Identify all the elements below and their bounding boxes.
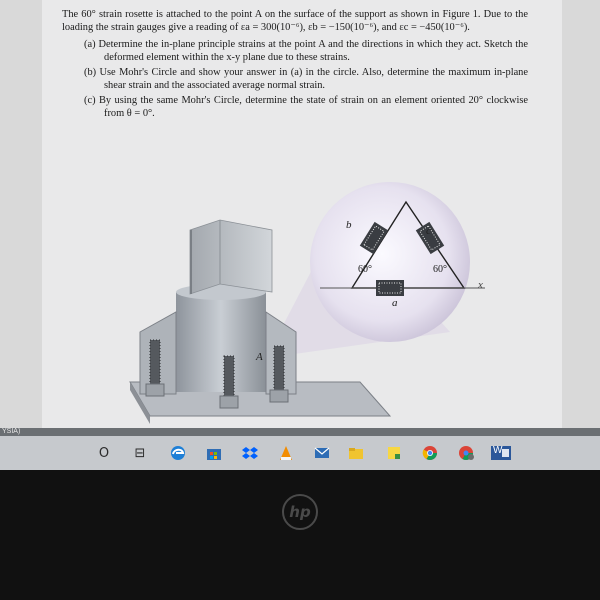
edge-icon[interactable] — [168, 443, 188, 463]
angle-left: 60° — [358, 264, 372, 275]
label-b: b — [346, 219, 352, 231]
support-column — [176, 292, 266, 392]
figure-strain-rosette — [90, 172, 500, 424]
problem-part-a: (a) Determine the in-plane principle strains at the point A and the directions in which they act. Sketch the deformed element within the x-y plane due to these strains. — [84, 39, 528, 63]
file-explorer-icon[interactable] — [346, 443, 366, 463]
laptop-bezel — [0, 470, 600, 600]
dropbox-icon[interactable] — [240, 443, 260, 463]
angle-plate — [190, 220, 272, 294]
problem-intro: The 60° strain rosette is attached to the point A on the surface of the support as shown in Figure 1. Due to the loading the strain gauges give a reading of εa = 300(10⁻⁶), εb = −150(10⁻⁶), and εc = −450(10⁻⁶). — [62, 9, 528, 33]
mail-icon[interactable] — [312, 443, 332, 463]
vlc-icon[interactable] — [276, 443, 296, 463]
task-view-icon[interactable]: ⊟ — [134, 445, 146, 461]
chrome-icon[interactable] — [420, 443, 440, 463]
point-a-label: A — [256, 351, 263, 363]
problem-part-c: (c) By using the same Mohr's Circle, determine the state of strain on an element oriented 20° clockwise from θ = 0°. — [84, 95, 528, 119]
label-a: a — [392, 297, 398, 309]
problem-part-b: (b) Use Mohr's Circle and show your answer in (a) in the circle. Also, determine the maximum in-plane shear strain and the associated average normal strain. — [84, 67, 528, 91]
taskbar — [0, 436, 600, 470]
gauge-a — [376, 280, 404, 296]
word-label: W — [493, 445, 503, 456]
hp-logo — [282, 494, 318, 530]
sticky-notes-icon[interactable] — [384, 443, 404, 463]
problem-parts — [62, 38, 528, 120]
word-icon[interactable] — [490, 443, 512, 463]
chrome-profile-icon[interactable] — [456, 443, 476, 463]
status-strip — [0, 428, 600, 436]
status-label: YSIA) — [2, 428, 21, 435]
store-icon[interactable] — [204, 443, 224, 463]
hp-logo-text: hp — [289, 503, 311, 521]
problem-statement — [62, 8, 528, 122]
axis-x-label: x — [478, 279, 483, 291]
angle-right: 60° — [433, 264, 447, 275]
label-c: c — [426, 225, 431, 237]
cortana-search-icon[interactable]: O — [98, 445, 110, 461]
